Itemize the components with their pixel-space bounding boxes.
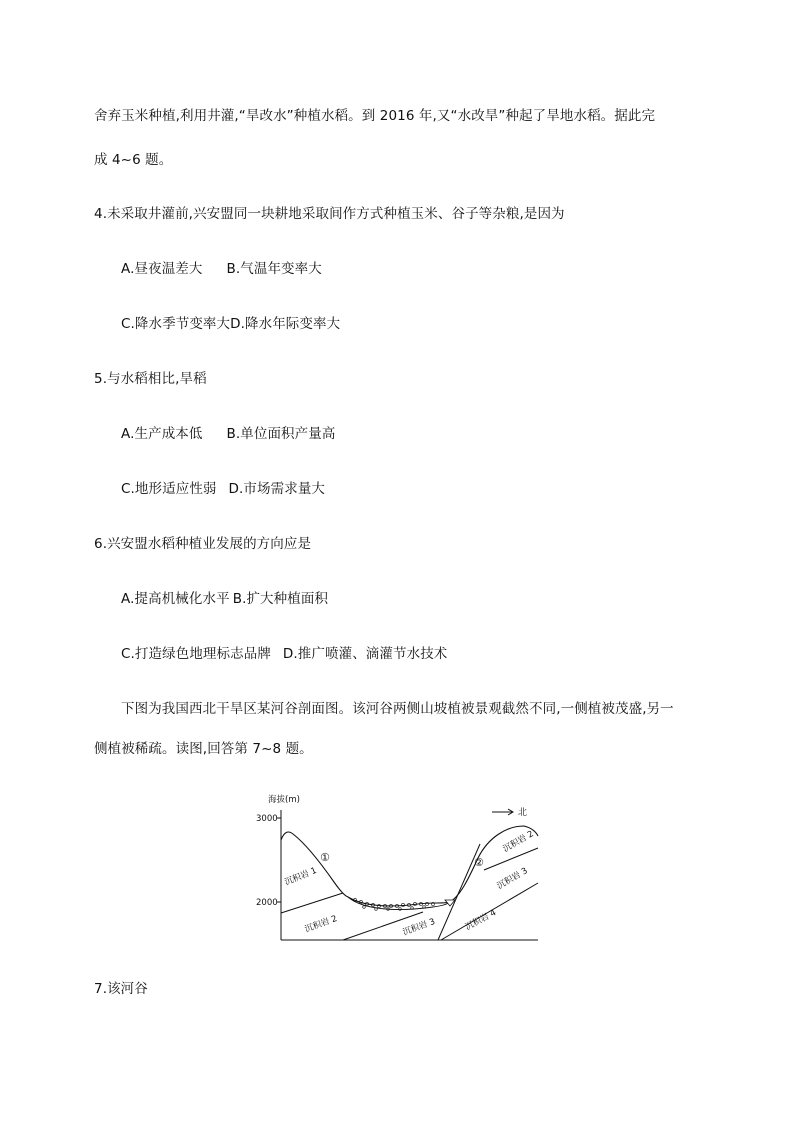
question-5-option-b: B.单位面积产量高 (226, 426, 336, 442)
marker-1: ① (320, 851, 330, 864)
question-4-options-row-2 (121, 315, 340, 333)
intro-line-2: 成 4~6 题。 (94, 152, 173, 168)
question-5-option-a: A.生产成本低 (121, 426, 203, 442)
question-5-options-row-2 (121, 480, 325, 498)
question-4-options-row-1 (121, 260, 322, 278)
question-4-option-b: B.气温年变率大 (226, 261, 322, 277)
rock-label-middle-3: 沉积岩 3 (401, 916, 437, 938)
passage-2-line-1: 下图为我国西北干旱区某河谷剖面图。该河谷两侧山坡植被景观截然不同,一侧植被茂盛,另一 (121, 701, 674, 717)
question-6-option-c: C.打造绿色地理标志品牌 (121, 646, 271, 662)
question-6-options-row-1 (121, 590, 328, 608)
question-4-option-a: A.昼夜温差大 (121, 261, 203, 277)
question-5-stem: 5.与水稻相比,旱稻 (94, 371, 207, 387)
rock-label-left-2: 沉积岩 2 (303, 913, 339, 935)
question-6-stem: 6.兴安盟水稻种植业发展的方向应是 (94, 536, 312, 552)
valley-cross-section-diagram (248, 788, 548, 946)
rock-label-right-3: 沉积岩 3 (495, 866, 530, 892)
rock-label-right-2: 沉积岩 2 (501, 829, 536, 855)
question-6-option-a: A.提高机械化水平 (121, 591, 230, 607)
axis-title: 海拔(m) (268, 795, 300, 805)
rock-boundary-left (281, 893, 343, 913)
question-4-option-d: D.降水年际变率大 (230, 316, 341, 332)
question-4-option-c: C.降水季节变率大 (121, 316, 231, 332)
question-5-option-d: D.市场需求量大 (228, 481, 326, 497)
question-6-option-b: B.扩大种植面积 (232, 591, 329, 607)
rock-label-left-1: 沉积岩 1 (283, 865, 319, 888)
question-6-options-row-2 (121, 645, 447, 663)
intro-line-1: 舍弃玉米种植,利用井灌,“旱改水”种植水稻。到 2016 年,又“水改旱”种起了旱地水稻。据此完 (94, 108, 656, 124)
question-4-stem: 4.未采取井灌前,兴安盟同一块耕地采取间作方式种植玉米、谷子等杂粮,是因为 (94, 206, 565, 222)
tick-label-2000: 2000 (256, 898, 278, 908)
rock-label-right-4: 沉积岩 4 (463, 908, 499, 933)
north-label: 北 (518, 808, 528, 818)
question-7-stem: 7.该河谷 (94, 981, 148, 997)
marker-2: ② (474, 856, 484, 869)
question-5-option-c: C.地形适应性弱 (121, 481, 217, 497)
passage-2-line-2: 侧植被稀疏。读图,回答第 7~8 题。 (94, 741, 313, 757)
tick-label-3000: 3000 (256, 814, 278, 824)
terrain-surface (281, 826, 538, 906)
question-5-options-row-1 (121, 425, 335, 443)
question-6-option-d: D.推广喷灌、滴灌节水技术 (282, 646, 448, 662)
